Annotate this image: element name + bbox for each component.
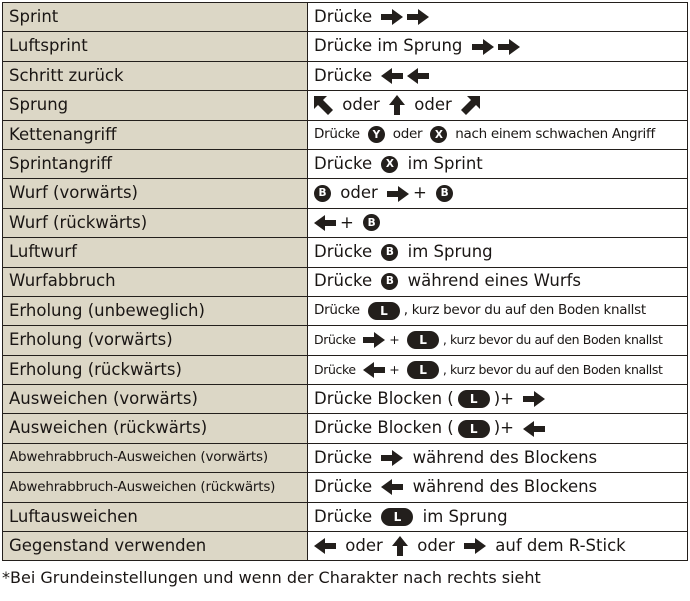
arrow-right-icon — [381, 450, 403, 466]
input-text: Drücke Blocken ( — [314, 389, 454, 409]
action-name: Abwehrabbruch-Ausweichen (rückwärts) — [3, 473, 308, 502]
arrow-right-icon — [387, 186, 409, 202]
controls-table-body — [3, 3, 688, 561]
input-text: Drücke — [314, 332, 360, 348]
input-text: oder — [337, 95, 385, 115]
input-sequence — [314, 302, 681, 320]
input-sequence — [314, 390, 681, 408]
input-sequence — [314, 185, 681, 202]
b-button-icon: B — [436, 185, 453, 202]
action-name: Gegenstand verwenden — [3, 532, 308, 561]
input-sequence — [314, 479, 681, 496]
y-button-icon: Y — [368, 126, 385, 143]
table-row — [3, 91, 688, 120]
action-name: Wurfabbruch — [3, 267, 308, 296]
input-text: oder — [412, 535, 460, 555]
b-button-icon: B — [363, 214, 380, 231]
x-button-icon: X — [381, 156, 398, 173]
action-name: Luftwurf — [3, 238, 308, 267]
l-button-icon: L — [407, 361, 439, 379]
table-row — [3, 502, 688, 531]
arrow-left-icon — [314, 215, 336, 231]
input-sequence — [314, 508, 681, 526]
arrow-left-icon — [523, 421, 545, 437]
input-description — [308, 32, 688, 61]
arrow-right-icon — [381, 9, 403, 25]
action-name: Luftausweichen — [3, 502, 308, 531]
input-description — [308, 179, 688, 208]
controls-table — [2, 2, 688, 561]
arrow-right-icon — [464, 538, 486, 554]
input-text: Drücke — [314, 447, 378, 467]
input-sequence — [314, 6, 681, 26]
input-text: Drücke im Sprung — [314, 36, 468, 56]
table-row — [3, 414, 688, 443]
arrow-up-right-icon — [461, 96, 480, 115]
action-name: Luftsprint — [3, 32, 308, 61]
input-text: + — [340, 212, 360, 232]
action-name: Sprung — [3, 91, 308, 120]
input-text: Drücke — [314, 153, 378, 173]
action-name: Wurf (vorwärts) — [3, 179, 308, 208]
input-text: oder — [388, 126, 427, 142]
input-text: Drücke — [314, 477, 378, 497]
table-row — [3, 208, 688, 237]
arrow-up-left-icon — [314, 96, 333, 115]
input-text: , kurz bevor du auf den Boden knallst — [442, 361, 663, 377]
table-row — [3, 355, 688, 384]
table-row — [3, 61, 688, 90]
action-name: Sprintangriff — [3, 149, 308, 178]
input-text: oder — [340, 535, 388, 555]
input-description — [308, 267, 688, 296]
l-button-icon: L — [458, 420, 490, 438]
input-sequence — [314, 95, 681, 115]
input-text: im Sprung — [402, 242, 493, 262]
table-row — [3, 296, 688, 325]
input-sequence — [314, 244, 681, 261]
action-name: Sprint — [3, 3, 308, 32]
action-name: Ausweichen (vorwärts) — [3, 385, 308, 414]
input-text: oder — [335, 183, 383, 203]
arrow-right-icon — [523, 391, 545, 407]
arrow-left-icon — [407, 68, 429, 84]
input-description — [308, 238, 688, 267]
input-text: nach einem schwachen Angriff — [451, 126, 655, 142]
input-description — [308, 149, 688, 178]
x-button-icon: X — [430, 126, 447, 143]
action-name: Erholung (vorwärts) — [3, 326, 308, 355]
input-description — [308, 208, 688, 237]
input-text: im Sprung — [417, 506, 508, 526]
input-description — [308, 91, 688, 120]
arrow-up-icon — [392, 536, 408, 556]
arrow-right-icon — [472, 39, 494, 55]
table-row — [3, 149, 688, 178]
input-description — [308, 326, 688, 355]
action-name: Wurf (rückwärts) — [3, 208, 308, 237]
input-sequence — [314, 38, 681, 55]
input-text: Drücke — [314, 6, 378, 26]
input-text: )+ — [493, 418, 520, 438]
input-text: Drücke — [314, 302, 364, 319]
input-description — [308, 532, 688, 561]
arrow-right-icon — [498, 39, 520, 55]
action-name: Schritt zurück — [3, 61, 308, 90]
table-row — [3, 267, 688, 296]
action-name: Erholung (rückwärts) — [3, 355, 308, 384]
input-sequence — [314, 447, 681, 467]
input-text: Drücke — [314, 271, 378, 291]
input-description — [308, 120, 688, 149]
input-description — [308, 502, 688, 531]
input-description — [308, 414, 688, 443]
arrow-right-icon — [407, 9, 429, 25]
input-text: während eines Wurfs — [402, 271, 582, 291]
input-description — [308, 61, 688, 90]
arrow-left-icon — [314, 538, 336, 554]
b-button-icon: B — [381, 244, 398, 261]
arrow-left-icon — [363, 362, 385, 378]
table-row — [3, 3, 688, 32]
l-button-icon: L — [381, 508, 413, 526]
input-text: Drücke Blocken ( — [314, 418, 454, 438]
input-text: während des Blockens — [407, 447, 598, 467]
input-sequence — [314, 361, 681, 379]
table-row — [3, 238, 688, 267]
input-sequence — [314, 65, 681, 85]
arrow-left-icon — [381, 68, 403, 84]
input-text: + — [389, 332, 403, 348]
input-sequence — [314, 420, 681, 438]
action-name: Ausweichen (rückwärts) — [3, 414, 308, 443]
table-row — [3, 179, 688, 208]
action-name: Kettenangriff — [3, 120, 308, 149]
table-row — [3, 473, 688, 502]
table-row — [3, 385, 688, 414]
l-button-icon: L — [407, 331, 439, 349]
table-row — [3, 532, 688, 561]
b-button-icon: B — [314, 185, 331, 202]
action-name: Erholung (unbeweglich) — [3, 296, 308, 325]
input-description — [308, 296, 688, 325]
footnote: *Bei Grundeinstellungen und wenn der Charakter nach rechts sieht — [2, 568, 541, 587]
table-row — [3, 120, 688, 149]
input-description — [308, 3, 688, 32]
input-sequence — [314, 536, 681, 556]
input-text: während des Blockens — [407, 477, 598, 497]
input-description — [308, 385, 688, 414]
input-text: , kurz bevor du auf den Boden knallst — [442, 332, 663, 348]
input-description — [308, 355, 688, 384]
arrow-left-icon — [381, 479, 403, 495]
input-sequence — [314, 331, 681, 349]
table-row — [3, 326, 688, 355]
input-description — [308, 473, 688, 502]
input-text: im Sprint — [402, 153, 483, 173]
input-text: oder — [409, 95, 457, 115]
arrow-right-icon — [363, 332, 385, 348]
l-button-icon: L — [458, 390, 490, 408]
input-text: Drücke — [314, 126, 364, 142]
input-text: Drücke — [314, 506, 378, 526]
input-text: + — [389, 361, 403, 377]
b-button-icon: B — [381, 273, 398, 290]
l-button-icon: L — [368, 302, 400, 320]
table-row — [3, 32, 688, 61]
input-text: Drücke — [314, 65, 378, 85]
input-sequence — [314, 153, 681, 173]
input-text: Drücke — [314, 361, 360, 377]
input-description — [308, 443, 688, 472]
input-sequence — [314, 126, 681, 143]
input-text: )+ — [493, 389, 520, 409]
input-text: Drücke — [314, 242, 378, 262]
input-text: auf dem R-Stick — [490, 535, 626, 555]
arrow-up-icon — [389, 95, 405, 115]
input-sequence — [314, 273, 681, 290]
action-name: Abwehrabbruch-Ausweichen (vorwärts) — [3, 443, 308, 472]
table-row — [3, 443, 688, 472]
input-text: + — [413, 183, 433, 203]
input-sequence — [314, 214, 681, 231]
input-text: , kurz bevor du auf den Boden knallst — [403, 302, 646, 319]
